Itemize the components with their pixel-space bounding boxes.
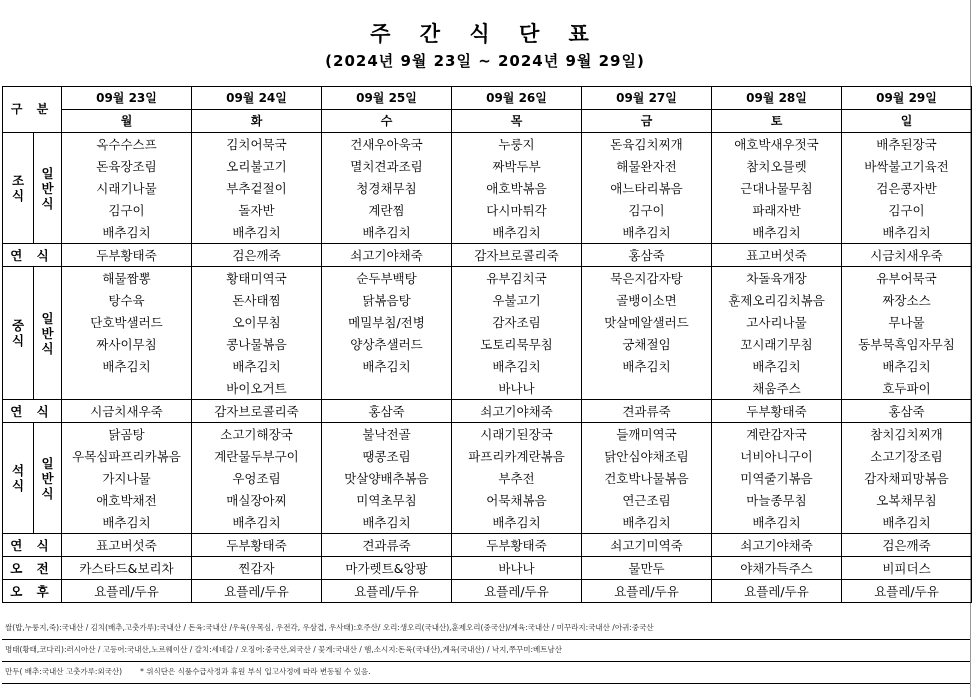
menu-item: 감자브로콜리죽 xyxy=(452,244,582,267)
menu-item: 배추김치 xyxy=(62,221,192,244)
menu-item: 홍삼죽 xyxy=(842,400,972,423)
menu-item: 꼬시래기무침 xyxy=(712,333,842,355)
menu-item xyxy=(322,377,452,400)
meal-type-label: 일 반 식 xyxy=(34,133,62,244)
date-period: (2024년 9월 23일 ~ 2024년 9월 29일) xyxy=(325,52,645,70)
menu-item: 배추김치 xyxy=(322,511,452,534)
menu-item: 가지나물 xyxy=(62,467,192,489)
menu-item: 애호박새우젓국 xyxy=(712,133,842,156)
menu-item: 고사리나물 xyxy=(712,311,842,333)
menu-item: 요플레/두유 xyxy=(322,580,452,603)
menu-item: 누룽지 xyxy=(452,133,582,156)
menu-item: 돈육김치찌개 xyxy=(582,133,712,156)
menu-item: 해물짬뽕 xyxy=(62,267,192,290)
menu-item: 탕수육 xyxy=(62,289,192,311)
menu-item: 연근조림 xyxy=(582,489,712,511)
menu-item: 유부어묵국 xyxy=(842,267,972,290)
corner-header: 구 분 xyxy=(3,87,62,133)
menu-item: 바이오거트 xyxy=(192,377,322,400)
meal-label: 중 식 xyxy=(3,267,34,400)
menu-item: 오리불고기 xyxy=(192,155,322,177)
menu-item: 오복채무침 xyxy=(842,489,972,511)
meal-label: 연 식 xyxy=(3,534,62,557)
menu-item: 돌자반 xyxy=(192,199,322,221)
menu-item: 차돌육개장 xyxy=(712,267,842,290)
menu-item: 홍삼죽 xyxy=(582,244,712,267)
menu-item: 요플레/두유 xyxy=(192,580,322,603)
menu-item xyxy=(62,377,192,400)
date-header: 09월 28일 xyxy=(712,87,842,110)
origin-note-line: 명태(황태,코다리):러시아산 / 고등어:국내산,노르웨이산 / 갈치:세네갈 / 오징어:중국산,외국산 / 꽃게:국내산 / 햄,소시지:돈육(국내산),계육(국내산) / 낙지,쭈꾸미:베트남산 xyxy=(2,640,970,662)
menu-item: 맛살양배추볶음 xyxy=(322,467,452,489)
weekly-menu-table xyxy=(2,86,972,603)
menu-item: 두부황태죽 xyxy=(62,244,192,267)
menu-item: 배추김치 xyxy=(452,511,582,534)
menu-item: 도토리묵무침 xyxy=(452,333,582,355)
menu-item: 불낙전골 xyxy=(322,423,452,446)
menu-item: 두부황태죽 xyxy=(452,534,582,557)
menu-item: 근대나물무침 xyxy=(712,177,842,199)
menu-item: 유부김치국 xyxy=(452,267,582,290)
menu-item: 감자브로콜리죽 xyxy=(192,400,322,423)
menu-item: 건새우아욱국 xyxy=(322,133,452,156)
menu-item: 배추김치 xyxy=(322,221,452,244)
weekday-header: 수 xyxy=(322,110,452,133)
menu-item: 요플레/두유 xyxy=(712,580,842,603)
menu-item: 배추김치 xyxy=(712,355,842,377)
menu-item: 파래자반 xyxy=(712,199,842,221)
menu-item: 배추김치 xyxy=(452,221,582,244)
menu-item: 훈제오리김치볶음 xyxy=(712,289,842,311)
menu-item: 어묵채볶음 xyxy=(452,489,582,511)
menu-item: 메밀부침/전병 xyxy=(322,311,452,333)
menu-item: 닭안심야채조림 xyxy=(582,445,712,467)
menu-item: 야채가득주스 xyxy=(712,557,842,580)
menu-item: 표고버섯죽 xyxy=(62,534,192,557)
menu-item: 검은깨죽 xyxy=(842,534,972,557)
menu-item: 계란물두부구이 xyxy=(192,445,322,467)
origin-note-line: 쌀(밥,누룽지,죽):국내산 / 김치(배추,고춧가루):국내산 / 돈육:국내산 /우육(우목심, 우전각, 우삼겹, 우사태):호주산/ 오리:생오리(국내산),훈제오리(중국산)/계육:국내산 / 미꾸라지:국내산 /아귀:중국산 xyxy=(2,618,970,640)
menu-item: 배추김치 xyxy=(452,355,582,377)
menu-item: 부추전 xyxy=(452,467,582,489)
menu-item: 우목심파프리카볶음 xyxy=(62,445,192,467)
page-title: 주 간 식 단 표 xyxy=(370,22,600,46)
menu-item: 배추김치 xyxy=(842,221,972,244)
weekday-header: 일 xyxy=(842,110,972,133)
menu-item: 시금치새우죽 xyxy=(62,400,192,423)
menu-item: 다시마튀각 xyxy=(452,199,582,221)
menu-item: 쇠고기야채죽 xyxy=(712,534,842,557)
date-header: 09월 24일 xyxy=(192,87,322,110)
menu-item: 배추김치 xyxy=(192,221,322,244)
menu-item: 검은콩자반 xyxy=(842,177,972,199)
menu-item: 짜사이무침 xyxy=(62,333,192,355)
menu-item: 소고기해장국 xyxy=(192,423,322,446)
menu-item: 애느타리볶음 xyxy=(582,177,712,199)
menu-item: 배추김치 xyxy=(582,355,712,377)
menu-item: 땡콩조림 xyxy=(322,445,452,467)
weekday-header: 화 xyxy=(192,110,322,133)
menu-item: 두부황태죽 xyxy=(712,400,842,423)
menu-item: 애호박채전 xyxy=(62,489,192,511)
menu-item: 시래기된장국 xyxy=(452,423,582,446)
menu-item: 시금치새우죽 xyxy=(842,244,972,267)
date-header: 09월 26일 xyxy=(452,87,582,110)
weekday-header: 목 xyxy=(452,110,582,133)
menu-item: 감자조림 xyxy=(452,311,582,333)
menu-item: 김구이 xyxy=(62,199,192,221)
menu-item: 콩나물볶음 xyxy=(192,333,322,355)
date-header: 09월 29일 xyxy=(842,87,972,110)
weekday-header: 금 xyxy=(582,110,712,133)
menu-item: 요플레/두유 xyxy=(582,580,712,603)
date-header: 09월 25일 xyxy=(322,87,452,110)
menu-item: 동부묵흑임자무침 xyxy=(842,333,972,355)
menu-item: 너비아니구이 xyxy=(712,445,842,467)
menu-item: 멸치견과조림 xyxy=(322,155,452,177)
menu-change-notice: * 위식단은 식품수급사정과 휴원 부식 입고사정에 따라 변동될 수 있음. xyxy=(140,667,371,676)
menu-item: 해물완자전 xyxy=(582,155,712,177)
menu-item: 쇠고기미역죽 xyxy=(582,534,712,557)
menu-item: 홍삼죽 xyxy=(322,400,452,423)
menu-item: 양상추샐러드 xyxy=(322,333,452,355)
menu-item: 계란찜 xyxy=(322,199,452,221)
menu-item: 감자채피망볶음 xyxy=(842,467,972,489)
menu-item: 채움주스 xyxy=(712,377,842,400)
menu-item: 배추김치 xyxy=(842,355,972,377)
menu-item: 검은깨죽 xyxy=(192,244,322,267)
meal-label: 조 식 xyxy=(3,133,34,244)
menu-item: 묵은지감자탕 xyxy=(582,267,712,290)
meal-type-label: 일 반 식 xyxy=(34,423,62,534)
menu-item: 단호박샐러드 xyxy=(62,311,192,333)
menu-item: 배추김치 xyxy=(62,355,192,377)
menu-item: 배추김치 xyxy=(322,355,452,377)
menu-item: 애호박볶음 xyxy=(452,177,582,199)
origin-note-line: 만두( 배추:국내산 고춧가루:외국산) * 위식단은 식품수급사정과 휴원 부식 입고사정에 따라 변동될 수 있음. xyxy=(2,662,970,684)
menu-item: 호두파이 xyxy=(842,377,972,400)
origin-notes xyxy=(2,618,970,684)
menu-item: 배추김치 xyxy=(842,511,972,534)
menu-item: 미역초무침 xyxy=(322,489,452,511)
menu-item: 견과류죽 xyxy=(322,534,452,557)
menu-item: 두부황태죽 xyxy=(192,534,322,557)
meal-label: 오 전 xyxy=(3,557,62,580)
menu-item: 바나나 xyxy=(452,557,582,580)
menu-item: 미역줄기볶음 xyxy=(712,467,842,489)
date-header: 09월 27일 xyxy=(582,87,712,110)
menu-item: 배추된장국 xyxy=(842,133,972,156)
menu-item: 표고버섯죽 xyxy=(712,244,842,267)
menu-item: 김치어묵국 xyxy=(192,133,322,156)
menu-item: 마가렛트&앙팡 xyxy=(322,557,452,580)
menu-item: 배추김치 xyxy=(192,511,322,534)
menu-item: 비피더스 xyxy=(842,557,972,580)
weekday-header: 월 xyxy=(62,110,192,133)
menu-item: 매실장아찌 xyxy=(192,489,322,511)
menu-item: 쇠고기야채죽 xyxy=(322,244,452,267)
menu-item: 황태미역국 xyxy=(192,267,322,290)
meal-label: 연 식 xyxy=(3,400,62,423)
menu-item: 파프리카계란볶음 xyxy=(452,445,582,467)
menu-item: 부추겉절이 xyxy=(192,177,322,199)
menu-item: 김구이 xyxy=(582,199,712,221)
menu-item: 들깨미역국 xyxy=(582,423,712,446)
menu-item: 돈사태찜 xyxy=(192,289,322,311)
meal-label: 연 식 xyxy=(3,244,62,267)
meal-label: 오 후 xyxy=(3,580,62,603)
menu-item: 배추김치 xyxy=(62,511,192,534)
meal-type-label: 일 반 식 xyxy=(34,267,62,400)
date-header: 09월 23일 xyxy=(62,87,192,110)
menu-item: 우엉조림 xyxy=(192,467,322,489)
menu-item: 배추김치 xyxy=(582,511,712,534)
menu-item: 마늘종무침 xyxy=(712,489,842,511)
menu-item: 쇠고기야채죽 xyxy=(452,400,582,423)
menu-item: 소고기장조림 xyxy=(842,445,972,467)
menu-item: 골뱅이소면 xyxy=(582,289,712,311)
menu-item: 순두부백탕 xyxy=(322,267,452,290)
menu-item: 참치김치찌개 xyxy=(842,423,972,446)
menu-item: 맛살메알샐러드 xyxy=(582,311,712,333)
menu-item: 옥수수스프 xyxy=(62,133,192,156)
menu-item: 바나나 xyxy=(452,377,582,400)
menu-item: 배추김치 xyxy=(712,221,842,244)
menu-item: 배추김치 xyxy=(712,511,842,534)
menu-item: 배추김치 xyxy=(192,355,322,377)
menu-item: 바싹불고기육전 xyxy=(842,155,972,177)
menu-item: 닭곰탕 xyxy=(62,423,192,446)
menu-item: 무나물 xyxy=(842,311,972,333)
menu-item: 참치오믈렛 xyxy=(712,155,842,177)
menu-item: 닭볶음탕 xyxy=(322,289,452,311)
menu-item: 계란감자국 xyxy=(712,423,842,446)
menu-item: 우불고기 xyxy=(452,289,582,311)
menu-item: 요플레/두유 xyxy=(452,580,582,603)
menu-item: 오이무침 xyxy=(192,311,322,333)
menu-item: 요플레/두유 xyxy=(842,580,972,603)
menu-item: 시래기나물 xyxy=(62,177,192,199)
menu-item: 짜박두부 xyxy=(452,155,582,177)
menu-item: 건호박나물볶음 xyxy=(582,467,712,489)
menu-item: 김구이 xyxy=(842,199,972,221)
menu-item: 청경채무침 xyxy=(322,177,452,199)
menu-item: 카스타드&보리차 xyxy=(62,557,192,580)
menu-item: 요플레/두유 xyxy=(62,580,192,603)
menu-item xyxy=(582,377,712,400)
menu-item: 배추김치 xyxy=(582,221,712,244)
menu-item: 물만두 xyxy=(582,557,712,580)
menu-item: 견과류죽 xyxy=(582,400,712,423)
menu-item: 돈육장조림 xyxy=(62,155,192,177)
menu-item: 짜장소스 xyxy=(842,289,972,311)
menu-item: 찐감자 xyxy=(192,557,322,580)
weekday-header: 토 xyxy=(712,110,842,133)
meal-label: 석 식 xyxy=(3,423,34,534)
menu-item: 궁채절임 xyxy=(582,333,712,355)
